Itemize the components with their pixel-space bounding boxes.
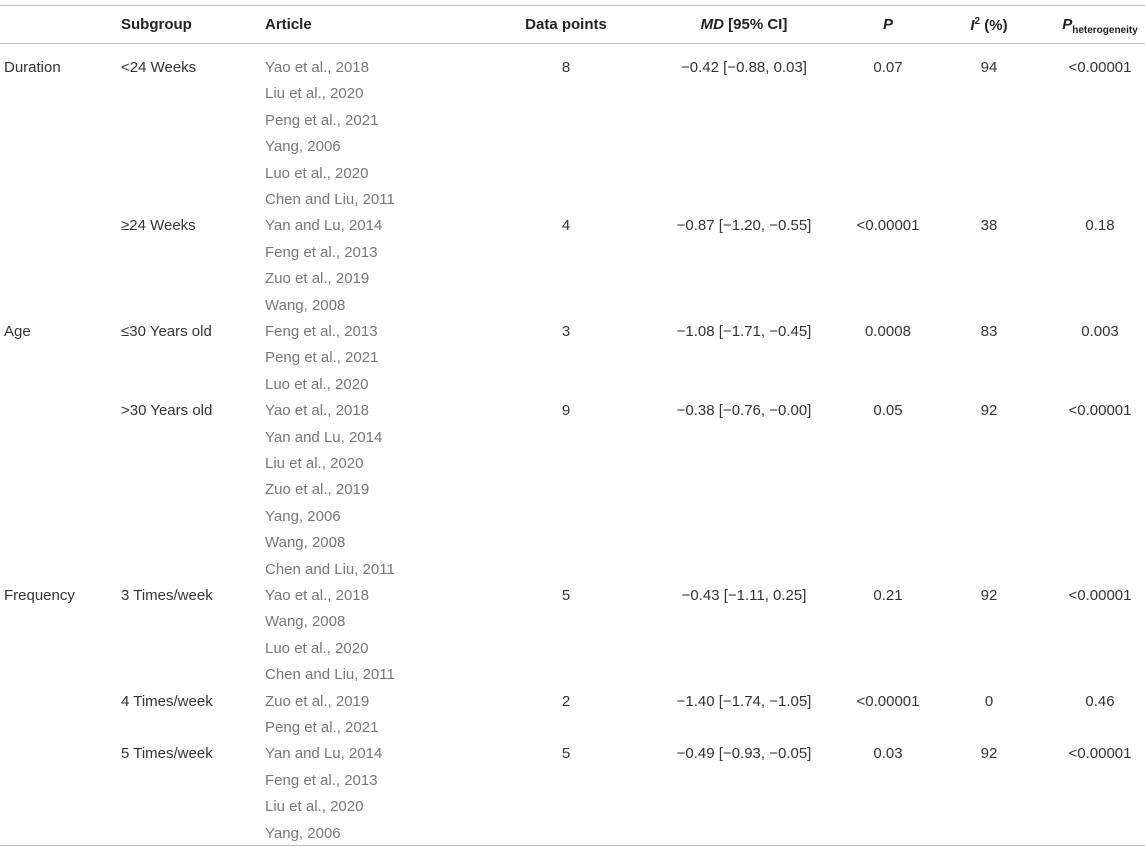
row-p-value: <0.00001 [856,217,920,235]
row-data-points: 8 [561,59,571,76]
row-p-heterogeneity: <0.00001 [1068,59,1132,76]
row-md-ci: −0.87 [−1.20, −0.55] [676,217,812,235]
row-article: Zuo et al., 2019 [265,481,370,499]
row-p-value: 0.0008 [865,323,911,340]
row-i2: 92 [980,587,998,604]
row-category: Duration [4,59,61,76]
row-md-ci: −0.43 [−1.11, 0.25] [681,587,807,604]
row-article: Luo et al., 2020 [265,639,369,657]
row-article: Feng et al., 2013 [265,771,378,789]
row-subgroup: ≥24 Weeks [121,217,196,235]
row-p-heterogeneity: 0.003 [1081,323,1119,340]
row-article: Liu et al., 2020 [265,85,364,103]
row-article: Yao et al., 2018 [265,587,369,604]
row-p-heterogeneity: <0.00001 [1068,587,1132,604]
row-article: Wang, 2008 [265,534,346,552]
row-p-value: 0.03 [873,745,903,763]
row-p-heterogeneity: 0.46 [1085,692,1115,710]
row-subgroup: 5 Times/week [121,745,213,763]
row-subgroup: >30 Years old [121,402,213,420]
row-article: Zuo et al., 2019 [265,692,370,710]
header-subgroup: Subgroup [121,16,192,33]
header-md-ci [659,16,829,33]
row-article: Chen and Liu, 2011 [265,560,395,578]
row-p-heterogeneity: <0.00001 [1068,402,1132,420]
row-subgroup: <24 Weeks [121,59,197,76]
row-i2: 38 [980,217,998,235]
row-article: Yang, 2006 [265,138,341,156]
table-header-rule [0,43,1145,44]
row-p-value: <0.00001 [856,692,920,710]
header-p-heterogeneity [1040,16,1145,36]
header-md-italic: MD [700,16,724,33]
row-p-heterogeneity: <0.00001 [1068,745,1132,763]
row-i2: 83 [980,323,998,340]
row-md-ci: −0.42 [−0.88, 0.03] [681,59,807,76]
row-data-points: 5 [561,745,571,763]
row-article: Peng et al., 2021 [265,111,379,129]
row-i2: 94 [980,59,998,76]
header-phet-sub: heterogeneity [1072,25,1138,36]
row-article: Wang, 2008 [265,296,346,314]
row-article: Yan and Lu, 2014 [265,428,383,446]
header-md-rest: [95% CI] [723,16,788,33]
row-article: Chen and Liu, 2011 [265,666,395,684]
table-top-rule [0,5,1145,6]
row-i2: 92 [980,745,998,763]
row-article: Yan and Lu, 2014 [265,745,383,763]
row-article: Yao et al., 2018 [265,402,369,420]
row-article: Liu et al., 2020 [265,455,364,472]
row-data-points: 5 [561,587,571,604]
row-article: Peng et al., 2021 [265,349,379,367]
header-article: Article [265,16,312,33]
row-md-ci: −0.49 [−0.93, −0.05] [676,745,812,763]
row-article: Luo et al., 2020 [265,164,369,182]
row-subgroup: ≤30 Years old [121,323,212,340]
row-data-points: 4 [561,217,571,235]
row-data-points: 9 [561,402,571,420]
row-article: Feng et al., 2013 [265,323,378,340]
row-i2: 92 [980,402,998,420]
header-i2-sup: 2 [974,16,981,27]
row-article: Yang, 2006 [265,824,341,842]
row-article: Liu et al., 2020 [265,798,364,816]
row-article: Wang, 2008 [265,613,346,631]
row-category: Frequency [4,587,75,604]
row-subgroup: 4 Times/week [121,692,213,710]
row-md-ci: −1.40 [−1.74, −1.05] [676,692,812,710]
row-data-points: 2 [561,692,571,710]
row-article: Zuo et al., 2019 [265,270,370,288]
row-article: Peng et al., 2021 [265,719,379,736]
row-i2: 0 [984,692,994,710]
header-p-italic: P [882,16,893,33]
row-p-value: 0.07 [873,59,903,76]
header-data-points: Data points [525,16,607,33]
row-article: Chen and Liu, 2011 [265,191,395,208]
row-article: Yao et al., 2018 [265,59,369,76]
row-article: Yan and Lu, 2014 [265,217,383,235]
row-article: Feng et al., 2013 [265,243,378,261]
row-p-heterogeneity: 0.18 [1085,217,1115,235]
row-p-value: 0.05 [873,402,903,420]
row-article: Yang, 2006 [265,507,341,525]
row-md-ci: −1.08 [−1.71, −0.45] [676,323,812,340]
header-phet-italic: P [1062,16,1073,33]
row-article: Luo et al., 2020 [265,375,369,393]
row-data-points: 3 [561,323,571,340]
row-category: Age [4,323,31,340]
header-i2-rest: (%) [980,17,1008,34]
header-i2-italic: I [970,17,975,34]
row-md-ci: −0.38 [−0.76, −0.00] [676,402,812,420]
header-i2 [929,16,1049,34]
row-subgroup: 3 Times/week [121,587,213,604]
row-p-value: 0.21 [873,587,903,604]
